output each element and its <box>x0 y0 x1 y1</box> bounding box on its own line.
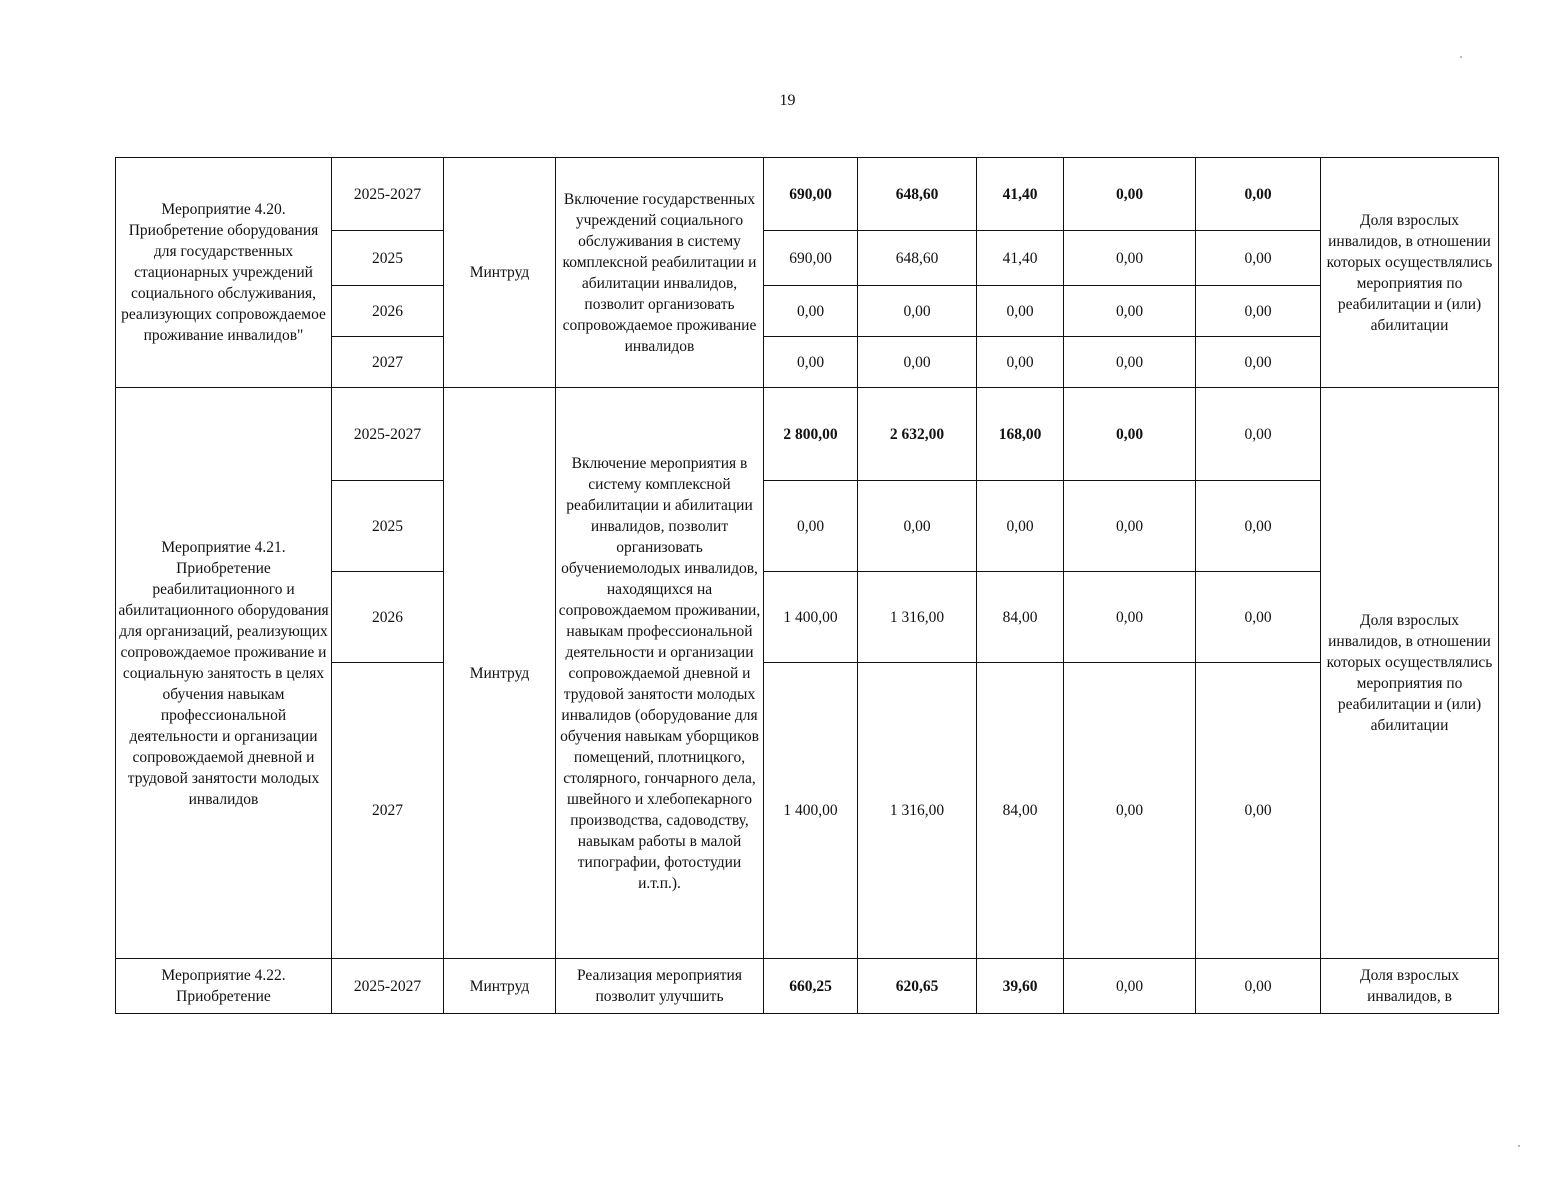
amount-regional-cell: 0,00 <box>977 337 1064 388</box>
description-cell: Включение государственных учреждений социального обслуживания в систему комплексной реабилитации и абилитации инвалидов, позволит организовать сопровождаемое проживание инвалидов <box>556 158 764 388</box>
amount-other-cell: 0,00 <box>1196 231 1321 286</box>
amount-other-cell: 0,00 <box>1196 572 1321 663</box>
amount-local-cell: 0,00 <box>1064 959 1196 1014</box>
amount-local-cell: 0,00 <box>1064 572 1196 663</box>
amount-other-cell: 0,00 <box>1196 481 1321 572</box>
amount-total-cell: 660,25 <box>764 959 858 1014</box>
period-cell: 2025 <box>332 231 444 286</box>
amount-regional-cell: 39,60 <box>977 959 1064 1014</box>
amount-federal-cell: 0,00 <box>858 337 977 388</box>
amount-total-cell: 1 400,00 <box>764 663 858 959</box>
amount-local-cell: 0,00 <box>1064 388 1196 481</box>
description-cell: Реализация мероприятия позволит улучшить <box>556 959 764 1014</box>
table-row <box>116 959 1499 1014</box>
amount-federal-cell: 1 316,00 <box>858 572 977 663</box>
amount-local-cell: 0,00 <box>1064 158 1196 231</box>
table-row <box>116 388 1499 481</box>
indicator-cell: Доля взрослых инвалидов, в <box>1321 959 1499 1014</box>
amount-regional-cell: 41,40 <box>977 231 1064 286</box>
period-cell: 2027 <box>332 663 444 959</box>
amount-federal-cell: 2 632,00 <box>858 388 977 481</box>
responsible-cell: Минтруд <box>444 959 556 1014</box>
amount-regional-cell: 0,00 <box>977 286 1064 337</box>
amount-local-cell: 0,00 <box>1064 337 1196 388</box>
scan-speck <box>1460 56 1462 58</box>
amount-other-cell: 0,00 <box>1196 388 1321 481</box>
description-cell: Включение мероприятия в систему комплексной реабилитации и абилитации инвалидов, позволит организовать обучениемолодых инвалидов, находящихся на сопровождаемом проживании, навыкам профессиональной деятельности и организации сопровождаемой дневной и трудовой занятости молодых инвалидов (оборудование для обучения навыкам уборщиков помещений, плотницкого, столярного, гончарного дела, швейного и хлебопекарного производства, садоводству, навыкам работы в малой типографии, фотостудии и.т.п.). <box>556 388 764 959</box>
amount-total-cell: 0,00 <box>764 337 858 388</box>
scan-speck <box>1518 1145 1520 1147</box>
amount-federal-cell: 0,00 <box>858 481 977 572</box>
responsible-cell: Минтруд <box>444 158 556 388</box>
period-cell: 2025-2027 <box>332 388 444 481</box>
period-cell: 2026 <box>332 572 444 663</box>
amount-federal-cell: 0,00 <box>858 286 977 337</box>
table-row <box>116 158 1499 231</box>
amount-other-cell: 0,00 <box>1196 959 1321 1014</box>
amount-federal-cell: 1 316,00 <box>858 663 977 959</box>
amount-regional-cell: 0,00 <box>977 481 1064 572</box>
amount-other-cell: 0,00 <box>1196 158 1321 231</box>
period-cell: 2027 <box>332 337 444 388</box>
indicator-cell: Доля взрослых инвалидов, в отношении которых осуществлялись мероприятия по реабилитации и (или) абилитации <box>1321 158 1499 388</box>
amount-regional-cell: 84,00 <box>977 663 1064 959</box>
amount-federal-cell: 620,65 <box>858 959 977 1014</box>
amount-federal-cell: 648,60 <box>858 231 977 286</box>
amount-other-cell: 0,00 <box>1196 663 1321 959</box>
amount-total-cell: 0,00 <box>764 286 858 337</box>
period-cell: 2026 <box>332 286 444 337</box>
amount-other-cell: 0,00 <box>1196 286 1321 337</box>
amount-regional-cell: 84,00 <box>977 572 1064 663</box>
amount-local-cell: 0,00 <box>1064 286 1196 337</box>
period-cell: 2025-2027 <box>332 959 444 1014</box>
amount-total-cell: 690,00 <box>764 231 858 286</box>
measure-name-cell: Мероприятие 4.21. Приобретение реабилитационного и абилитационного оборудования для организаций, реализующих сопровождаемое проживание и социальную занятость в целях обучения навыкам профессиональной деятельности и организации сопровождаемой дневной и трудовой занятости молодых инвалидов <box>116 388 332 959</box>
amount-regional-cell: 168,00 <box>977 388 1064 481</box>
indicator-cell: Доля взрослых инвалидов, в отношении которых осуществлялись мероприятия по реабилитации и (или) абилитации <box>1321 388 1499 959</box>
amount-total-cell: 0,00 <box>764 481 858 572</box>
measure-name-cell: Мероприятие 4.22. Приобретение <box>116 959 332 1014</box>
amount-regional-cell: 41,40 <box>977 158 1064 231</box>
period-cell: 2025 <box>332 481 444 572</box>
amount-other-cell: 0,00 <box>1196 337 1321 388</box>
amount-local-cell: 0,00 <box>1064 663 1196 959</box>
page-number: 19 <box>779 92 796 109</box>
measure-name-cell: Мероприятие 4.20. Приобретение оборудования для государственных стационарных учреждений социального обслуживания, реализующих сопровождаемое проживание инвалидов" <box>116 158 332 388</box>
amount-total-cell: 690,00 <box>764 158 858 231</box>
amount-total-cell: 1 400,00 <box>764 572 858 663</box>
amount-federal-cell: 648,60 <box>858 158 977 231</box>
period-cell: 2025-2027 <box>332 158 444 231</box>
amount-local-cell: 0,00 <box>1064 481 1196 572</box>
amount-local-cell: 0,00 <box>1064 231 1196 286</box>
amount-total-cell: 2 800,00 <box>764 388 858 481</box>
measures-table <box>115 157 1499 1014</box>
responsible-cell: Минтруд <box>444 388 556 959</box>
